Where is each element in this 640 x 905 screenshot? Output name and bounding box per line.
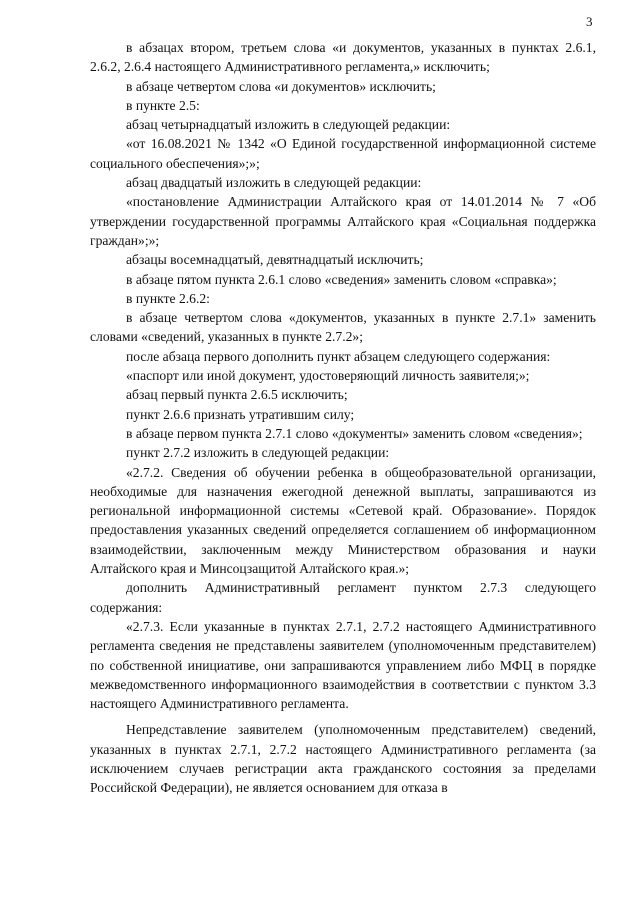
paragraph: после абзаца первого дополнить пункт абзацем следующего содержания: [126, 348, 551, 364]
paragraph: «от 16.08.2021 № 1342 «О Единой государственной информационной системе социального обеспечения»;»; [90, 136, 596, 171]
page-number: 3 [586, 14, 593, 29]
paragraph: «паспорт или иной документ, удостоверяющий личность заявителя;»; [126, 368, 530, 384]
paragraph: в абзаце четвертом слова «документов, указанных в пункте 2.7.1» заменить словами «сведений, указанных в пункте 2.7.2»; [90, 310, 596, 345]
paragraph: в пункте 2.6.2: [126, 290, 210, 306]
paragraph: абзац первый пункта 2.6.5 исключить; [126, 387, 348, 403]
paragraph: дополнить Административный регламент пунктом 2.7.3 следующего содержания: [90, 580, 596, 615]
paragraph: «2.7.3. Если указанные в пунктах 2.7.1, 2.7.2 настоящего Административного регламента сведения не представлены заявителем (уполномоченным представителем) по собственной инициативе, они запрашиваются управлением либо МФЦ в порядке межведомственного информационного взаимодействия в соответствии с пунктом 3.3 настоящего Административного регламента. [90, 618, 596, 712]
paragraph: пункт 2.7.2 изложить в следующей редакции: [126, 445, 390, 461]
paragraph: пункт 2.6.6 признать утратившим силу; [126, 406, 355, 422]
document-body [90, 38, 596, 798]
paragraph: «постановление Администрации Алтайского края от 14.01.2014 № 7 «Об утверждении государственной программы Алтайского края «Социальная поддержка граждан»;»; [90, 194, 596, 248]
paragraph: Непредставление заявителем (уполномоченным представителем) сведений, указанных в пунктах 2.7.1, 2.7.2 настоящего Административного регламента (за исключением случаев регистрации акта гражданского состояния за пределами Российской Федерации), не является основанием для отказа в [90, 722, 596, 796]
paragraph: в пункте 2.5: [126, 97, 200, 113]
paragraph: в абзаце первом пункта 2.7.1 слово «документы» заменить словом «сведения»; [126, 425, 583, 441]
paragraph: абзац двадцатый изложить в следующей редакции: [126, 175, 422, 191]
paragraph: в абзаце пятом пункта 2.6.1 слово «сведения» заменить словом «справка»; [126, 271, 557, 287]
paragraph: в абзацах втором, третьем слова «и документов, указанных в пунктах 2.6.1, 2.6.2, 2.6.4 настоящего Административного регламента,» исключить; [90, 40, 596, 75]
paragraph: абзацы восемнадцатый, девятнадцатый исключить; [126, 252, 424, 268]
paragraph: «2.7.2. Сведения об обучении ребенка в общеобразовательной организации, необходимые для назначения ежегодной денежной выплаты, запрашиваются из региональной информационной системы «Сетевой край. Образование». Порядок предоставления указанных сведений определяется соглашением об информационном взаимодействии, заключенным между Министерством образования и науки Алтайского края и Минсоцзащитой Алтайского края.»; [90, 464, 596, 577]
paragraph: абзац четырнадцатый изложить в следующей редакции: [126, 117, 451, 133]
paragraph: в абзаце четвертом слова «и документов» исключить; [126, 78, 436, 94]
